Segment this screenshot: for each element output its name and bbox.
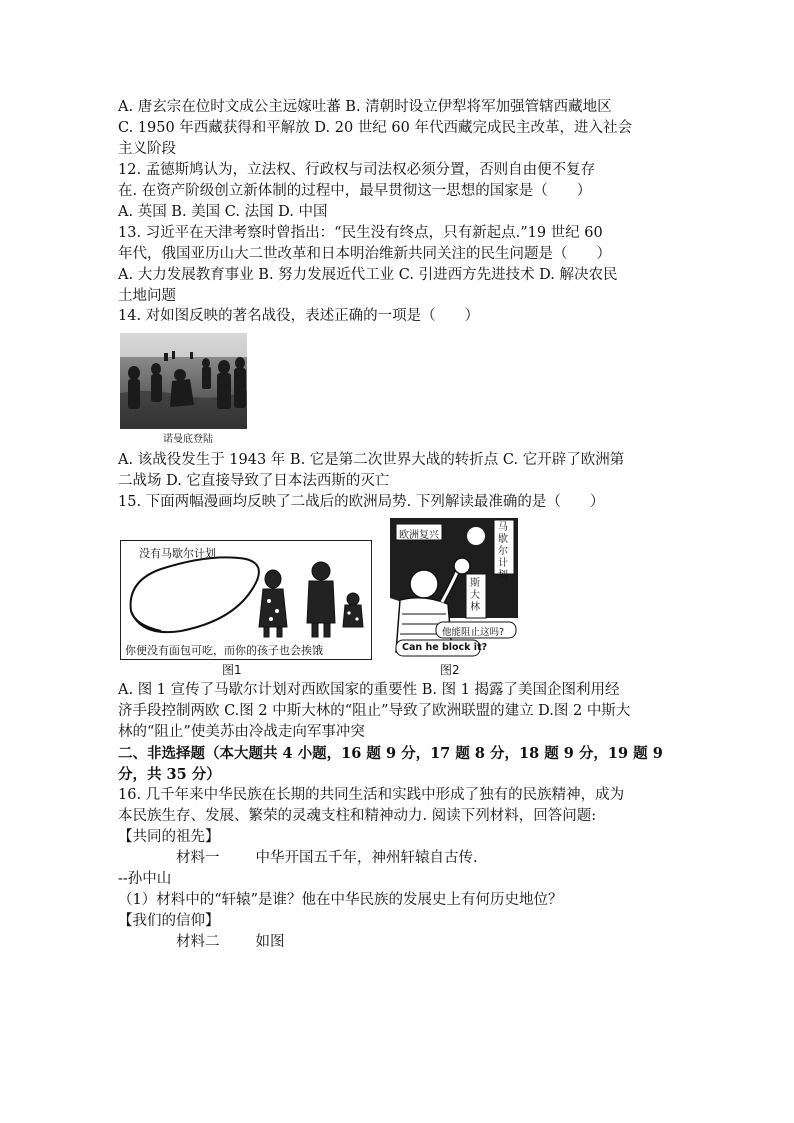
- q11-option-line-2: C. 1950 年西藏获得和平解放 D. 20 世纪 60 年代西藏完成民主改革，进入社会: [118, 120, 632, 136]
- q16-intro-line-2: 本民族生存、发展、繁荣的灵魂支柱和精神动力. 阅读下列材料，回答问题:: [118, 808, 597, 824]
- q16-material1: [176, 848, 736, 869]
- material1-label: 材料一: [176, 850, 220, 866]
- q16-part1-title: 【共同的祖先】: [118, 829, 220, 845]
- cartoon-figure-2: [390, 518, 518, 658]
- q15-options-line-3: 林的“阻止”使美苏由冷战走向军事冲突: [118, 724, 365, 740]
- fig2-label-marshall-plan: 马歇尔计划: [498, 522, 508, 581]
- q15-stem: 15. 下面两幅漫画均反映了二战后的欧洲局势. 下列解读最准确的是（ ）: [118, 494, 605, 510]
- fig1-drawing: [121, 541, 371, 641]
- normandy-landing-photo: [120, 333, 247, 445]
- fig1-bottom-text: 你便没有面包可吃，而你的孩子也会挨饿: [125, 644, 323, 657]
- q12-stem-line-1: 12. 孟德斯鸠认为，立法权、行政权与司法权必须分置，否则自由便不复存: [118, 162, 596, 178]
- q11-option-line-3: 主义阶段: [118, 141, 176, 157]
- fig2-label-stalin: 斯大林: [470, 578, 480, 613]
- material1-text: 中华开国五千年，神州轩辕自古传.: [255, 850, 478, 866]
- fig2-label-europe-revival: 欧洲复兴: [399, 530, 439, 541]
- fig2-caption: 图2: [440, 663, 460, 677]
- material2-label: 材料二: [176, 934, 220, 950]
- q14-stem: 14. 对如图反映的著名战役，表述正确的一项是（ ）: [118, 308, 480, 324]
- q13-options-line-1: A. 大力发展教育事业 B. 努力发展近代工业 C. 引进西方先进技术 D. 解决农民: [118, 267, 618, 283]
- fig2-bubble-english: Can he block it?: [402, 642, 488, 653]
- q12-stem-line-2: 在. 在资产阶级创立新体制的过程中，最早贯彻这一思想的国家是（ ）: [118, 183, 592, 199]
- fig2-bubble-chinese: 他能阻止这吗?: [442, 627, 505, 638]
- q13-stem-line-2: 年代，俄国亚历山大二世改革和日本明治维新共同关注的民生问题是（ ）: [118, 246, 611, 262]
- q16-material1-source: --孙中山: [118, 871, 172, 887]
- q15-options-line-2: 济手段控制两欧 C.图 2 中斯大林的“阻止”导致了欧洲联盟的建立 D.图 2 中斯大: [118, 703, 631, 719]
- material2-text: 如图: [255, 934, 285, 950]
- normandy-photo-image: [120, 333, 247, 445]
- q16-question1: （1）材料中的“轩辕”是谁？他在中华民族的发展史上有何历史地位？: [118, 892, 563, 908]
- section-2-heading-line-1: 二、非选择题（本大题共 4 小题，16 题 9 分，17 题 8 分，18 题 9 分，19 题 9: [118, 745, 663, 762]
- q12-options: A. 英国 B. 美国 C. 法国 D. 中国: [118, 204, 328, 220]
- fig1-title: 没有马歇尔计划: [139, 547, 216, 560]
- cartoon-figure-1: [120, 540, 372, 660]
- fig1-caption: 图1: [222, 663, 242, 677]
- q13-stem-line-1: 13. 习近平在天津考察时曾指出：“民生没有终点，只有新起点.”19 世纪 60: [118, 225, 603, 241]
- q16-material2: [176, 932, 736, 953]
- q14-options-line-2: 二战场 D. 它直接导致了日本法西斯的灭亡: [118, 473, 390, 489]
- normandy-caption: 诺曼底登陆: [163, 434, 213, 445]
- q16-part2-title: 【我们的信仰】: [118, 913, 220, 929]
- q16-intro-line-1: 16. 几千年来中华民族在长期的共同生活和实践中形成了独有的民族精神，成为: [118, 787, 625, 803]
- q15-options-line-1: A. 图 1 宣传了马歇尔计划对西欧国家的重要性 B. 图 1 揭露了美国企图利用经: [118, 682, 620, 698]
- q14-options-line-1: A. 该战役发生于 1943 年 B. 它是第二次世界大战的转折点 C. 它开辟了欧洲第: [118, 452, 625, 468]
- q11-option-line-1: A. 唐玄宗在位时文成公主远嫁吐蕃 B. 清朝时设立伊犁将军加强管辖西藏地区: [118, 99, 612, 115]
- q13-options-line-2: 土地问题: [118, 288, 176, 304]
- section-2-heading-line-2: 分，共 35 分）: [118, 766, 221, 783]
